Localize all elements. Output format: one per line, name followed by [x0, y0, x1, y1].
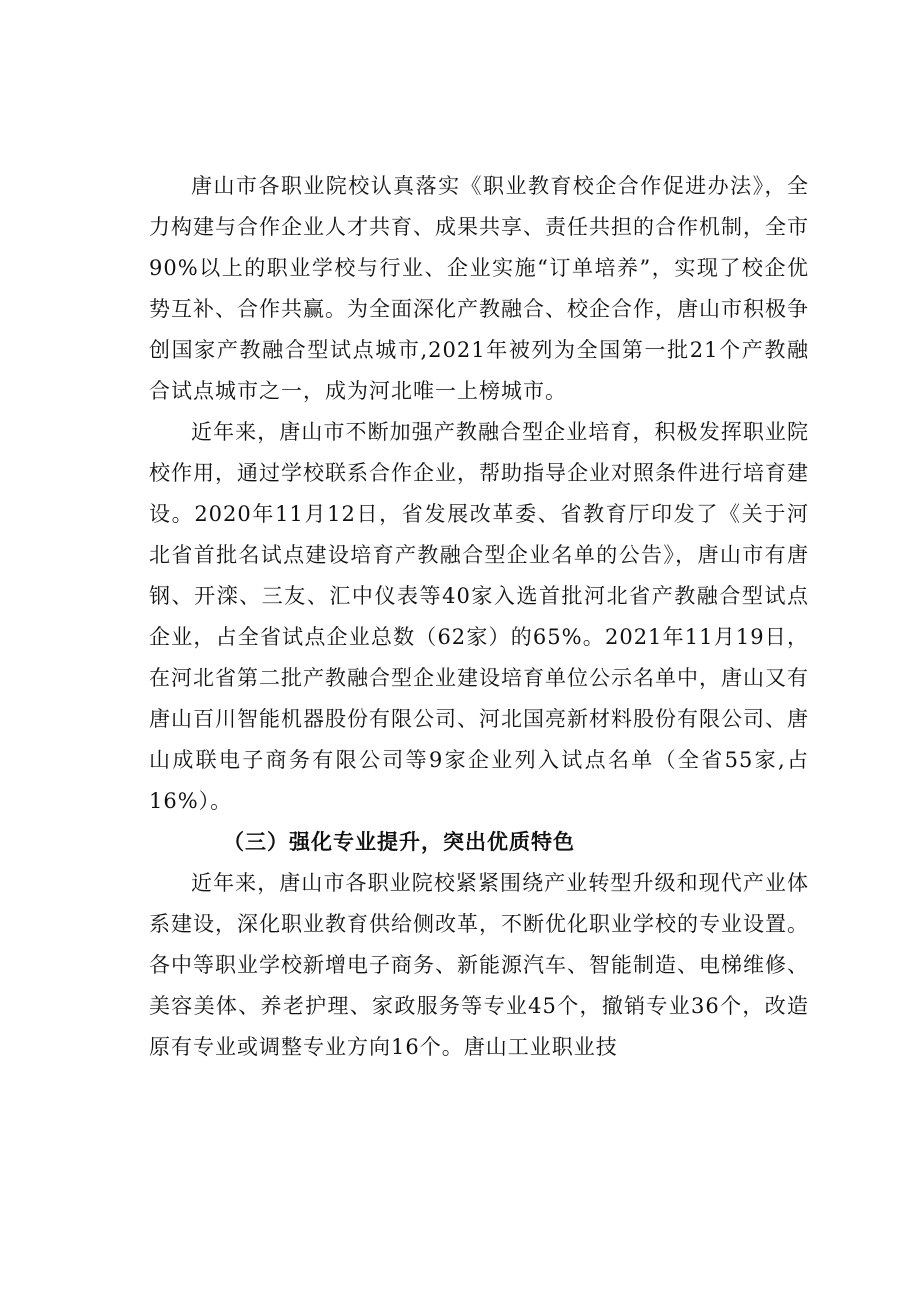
section-heading: （三）强化专业提升，突出优质特色: [223, 830, 575, 854]
paragraph-school-enterprise-cooperation: 唐山市各职业院校认真落实《职业教育校企合作促进办法》，全力构建与合作企业人才共育、成果共享、责任共担的合作机制，全市90%以上的职业学校与行业、企业实施“订单培养”，实现了校企优势互补、合作共赢。为全面深化产教融合、校企合作，唐山市积极争创国家产教融合型试点城市,2021年被列为全国第一批21个产教融合试点城市之一，成为河北唯一上榜城市。: [149, 174, 809, 403]
paragraph-major-optimization: 近年来，唐山市各职业院校紧紧围绕产业转型升级和现代产业体系建设，深化职业教育供给侧改革，不断优化职业学校的专业设置。各中等职业学校新增电子商务、新能源汽车、智能制造、电梯维修、美容美体、养老护理、家政服务等专业45个，撤销专业36个，改造原有专业或调整专业方向16个。唐山工业职业技: [149, 871, 809, 1059]
document-body: [149, 166, 809, 1068]
paragraph-enterprise-cultivation: 近年来，唐山市不断加强产教融合型企业培育，积极发挥职业院校作用，通过学校联系合作企业，帮助指导企业对照条件进行培育建设。2020年11月12日，省发展改革委、省教育厅印发了《关于河北省首批名试点建设培育产教融合型企业名单的公告》，唐山市有唐钢、开滦、三友、汇中仪表等40家入选首批河北省产教融合型试点企业，占全省试点企业总数（62家）的65%。2021年11月19日，在河北省第二批产教融合型企业建设培育单位公示名单中，唐山又有唐山百川智能机器股份有限公司、河北国亮新材料股份有限公司、唐山成联电子商务有限公司等9家企业列入试点名单（全省55家,占16%）。: [149, 420, 809, 813]
